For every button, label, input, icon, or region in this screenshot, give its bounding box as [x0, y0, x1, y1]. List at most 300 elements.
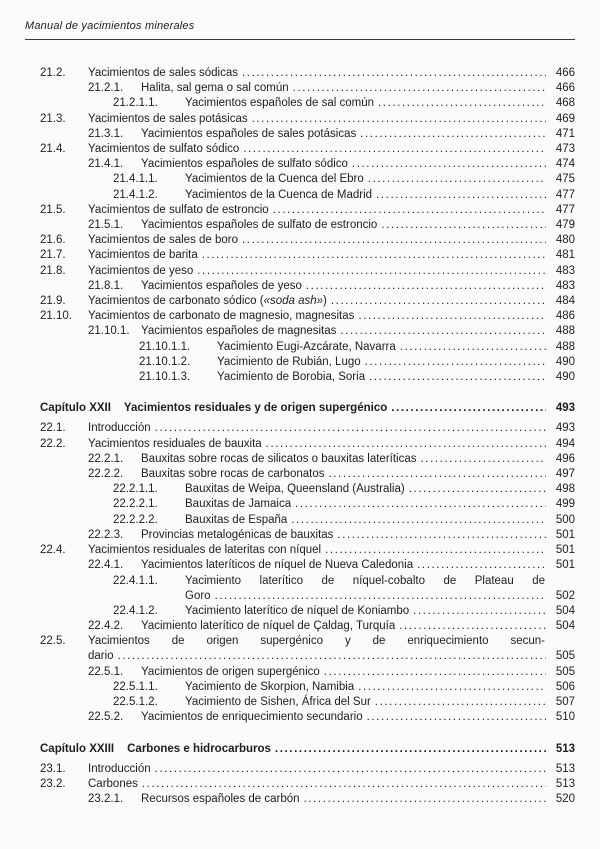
entry-content	[88, 248, 575, 263]
entry-title: Yacimiento laterítico de níquel de Çaldag, Turquía	[141, 620, 396, 633]
entry-page-number: 483	[555, 279, 575, 292]
entry-title: Introducción	[88, 422, 151, 435]
entry-number: 22.2.2.	[88, 468, 124, 481]
dot-leader	[142, 777, 546, 792]
entry-page-number: 501	[555, 528, 575, 541]
toc-row	[88, 467, 575, 482]
entry-line	[141, 528, 575, 543]
entry-line	[185, 695, 575, 710]
entry-line	[217, 340, 575, 355]
entry-page-number: 486	[555, 310, 575, 323]
entry-content	[141, 279, 575, 294]
header-rule	[25, 39, 575, 40]
toc-row	[88, 710, 575, 725]
entry-number: 22.4.	[40, 544, 66, 557]
entry-page-number: 500	[555, 513, 575, 526]
entry-title: Yacimientos de carbonato sódico («soda ash»)	[88, 295, 327, 308]
entry-title: Yacimientos de sulfato de estroncio	[88, 203, 269, 216]
dot-leader	[295, 497, 546, 512]
entry-page-number: 490	[555, 371, 575, 384]
entry-number: 21.4.1.1.	[113, 173, 158, 186]
entry-line	[185, 604, 575, 619]
entry-content	[141, 452, 575, 467]
entry-content	[141, 218, 575, 233]
toc-row	[88, 279, 575, 294]
entry-line	[141, 558, 575, 573]
entry-page-number: 498	[555, 483, 575, 496]
toc-row	[113, 188, 575, 203]
toc-row	[88, 157, 575, 172]
entry-number: Capítulo XXII	[40, 402, 111, 415]
toc-row	[88, 619, 575, 634]
toc-row	[88, 558, 575, 573]
dot-leader	[381, 218, 546, 233]
entry-number: 22.4.2.	[88, 620, 124, 633]
dot-leader	[197, 264, 546, 279]
toc-row	[113, 172, 575, 187]
entry-title: Yacimientos españoles de sales potásicas	[141, 127, 357, 140]
entry-title: Goro	[185, 589, 211, 602]
toc-row	[40, 762, 575, 777]
entry-content	[185, 604, 575, 619]
entry-page-number: 483	[555, 264, 575, 277]
dot-leader	[375, 695, 546, 710]
toc-row	[88, 218, 575, 233]
entry-content	[88, 294, 575, 309]
toc-row	[40, 66, 575, 81]
entry-title: Yacimientos residuales y de origen supergénico	[123, 402, 388, 415]
entry-title-line1: Yacimiento laterítico de níquel-cobalto de Plateau de	[185, 574, 545, 587]
entry-title: Yacimientos de la Cuenca de Madrid	[185, 188, 373, 201]
entry-line	[88, 248, 575, 263]
entry-line	[141, 81, 575, 96]
entry-page-number: 468	[555, 97, 575, 110]
entry-content	[88, 112, 575, 127]
toc-row	[40, 248, 575, 263]
entry-title: Bauxitas sobre rocas de carbonatos	[141, 468, 325, 481]
dot-leader	[242, 66, 546, 81]
entry-page-number: 520	[555, 793, 575, 806]
dot-leader	[325, 543, 546, 558]
entry-number: 21.4.	[40, 143, 66, 156]
entry-title: Yacimientos de yeso	[88, 264, 194, 277]
entry-number: 21.4.1.2.	[113, 188, 158, 201]
dot-leader	[358, 309, 546, 324]
entry-line	[88, 777, 575, 792]
entry-title: Carbones	[88, 777, 138, 790]
dot-leader	[340, 324, 546, 339]
toc-row	[113, 574, 575, 604]
entry-number: 21.10.1.	[88, 325, 130, 338]
dot-leader	[413, 604, 546, 619]
entry-number: 22.2.1.	[88, 452, 124, 465]
toc-row	[139, 340, 575, 355]
entry-page-number: 477	[555, 188, 575, 201]
dot-leader	[391, 401, 546, 416]
dot-leader	[275, 742, 546, 757]
toc-row	[40, 777, 575, 792]
entry-content	[88, 66, 575, 81]
dot-leader	[324, 665, 546, 680]
entry-content	[185, 96, 575, 111]
entry-title: Yacimientos de sulfato sódico	[88, 143, 240, 156]
toc-row	[113, 482, 575, 497]
entry-title: Bauxitas de Jamaica	[185, 498, 292, 511]
entry-page-number: 504	[555, 620, 575, 633]
entry-line	[141, 324, 575, 339]
entry-title: Yacimientos de origen supergénico	[141, 665, 320, 678]
dot-leader	[242, 233, 546, 248]
toc-row	[113, 695, 575, 710]
toc-row	[40, 421, 575, 436]
entry-number: 22.4.1.2.	[113, 604, 158, 617]
entry-page-number: 502	[555, 589, 575, 602]
toc-row	[88, 81, 575, 96]
entry-title: Yacimientos de enriquecimiento secundario	[141, 711, 363, 724]
entry-number: 21.7.	[40, 249, 66, 262]
toc-row	[113, 604, 575, 619]
entry-content	[88, 543, 575, 558]
entry-content	[141, 558, 575, 573]
entry-number: 22.2.1.1.	[113, 483, 158, 496]
entry-number: 21.2.	[40, 67, 66, 79]
toc-row	[40, 233, 575, 248]
dot-leader	[118, 649, 546, 664]
entry-number: Capítulo XXIII	[40, 742, 115, 755]
entry-line	[185, 172, 575, 187]
entry-number: 21.5.1.	[88, 219, 124, 232]
entry-number: 22.5.	[40, 635, 66, 648]
toc-row	[40, 309, 575, 324]
dot-leader	[417, 558, 546, 573]
entry-line	[141, 279, 575, 294]
dot-leader	[155, 421, 546, 436]
entry-content	[141, 710, 575, 725]
entry-content	[185, 513, 575, 528]
toc-row	[113, 96, 575, 111]
entry-title: Yacimientos residuales de bauxita	[88, 437, 262, 450]
dot-leader	[328, 467, 546, 482]
entry-line	[185, 513, 575, 528]
entry-title: Yacimientos españoles de magnesitas	[141, 325, 337, 338]
entry-page-number: 493	[555, 402, 575, 415]
dot-leader	[293, 81, 546, 96]
entry-number: 22.2.	[40, 437, 66, 450]
entry-line	[217, 355, 575, 370]
entry-number: 23.1.	[40, 762, 66, 775]
entry-page-number: 469	[555, 112, 575, 125]
entry-number: 21.10.1.3.	[139, 371, 191, 384]
entry-content	[185, 574, 575, 604]
entry-line	[88, 309, 575, 324]
entry-title: Yacimientos españoles de sulfato sódico	[141, 158, 348, 171]
dot-leader	[378, 96, 546, 111]
entry-content	[127, 742, 575, 757]
entry-number: 21.6.	[40, 234, 66, 247]
entry-number: 22.4.1.	[88, 559, 124, 572]
entry-page-number: 488	[555, 340, 575, 353]
toc-row	[139, 370, 575, 385]
entry-title: Bauxitas sobre rocas de silicatos o bauxitas lateríticas	[141, 452, 417, 465]
entry-content	[185, 680, 575, 695]
toc-row	[88, 792, 575, 807]
entry-page-number: 484	[555, 295, 575, 308]
entry-line	[124, 401, 575, 416]
entry-title: Yacimiento laterítico de níquel de Koniambo	[185, 604, 410, 617]
entry-line	[185, 188, 575, 203]
entry-page-number: 480	[555, 234, 575, 247]
entry-title-line1: Yacimientos de origen supergénico y de enriquecimiento secun-	[88, 635, 545, 648]
entry-line	[88, 762, 575, 777]
entry-line	[141, 157, 575, 172]
entry-content	[88, 142, 575, 157]
entry-title: Yacimientos de barita	[88, 249, 198, 262]
entry-content	[185, 482, 575, 497]
dot-leader	[358, 680, 546, 695]
entry-page-number: 501	[555, 559, 575, 572]
entry-title: Yacimiento de Rubián, Lugo	[217, 355, 361, 368]
entry-content	[124, 401, 575, 416]
dot-leader	[421, 452, 547, 467]
entry-content	[88, 309, 575, 324]
entry-number: 22.5.1.2.	[113, 696, 158, 709]
entry-content	[141, 792, 575, 807]
entry-content	[88, 264, 575, 279]
entry-line	[88, 437, 575, 452]
entry-content	[88, 437, 575, 452]
dot-leader	[376, 188, 546, 203]
entry-line	[141, 467, 575, 482]
dot-leader	[365, 355, 546, 370]
entry-line	[88, 264, 575, 279]
dot-leader	[400, 340, 546, 355]
entry-number: 22.4.1.1.	[113, 574, 158, 587]
entry-line	[185, 589, 575, 604]
dot-leader	[399, 619, 546, 634]
toc-row	[88, 665, 575, 680]
entry-page-number: 477	[555, 203, 575, 216]
dot-leader	[252, 112, 546, 127]
dot-leader	[266, 437, 546, 452]
toc-row	[88, 324, 575, 339]
entry-number: 22.2.2.2.	[113, 513, 158, 526]
toc-chapter-row	[40, 742, 575, 757]
entry-content	[141, 619, 575, 634]
entry-number: 21.5.	[40, 203, 66, 216]
dot-leader	[215, 589, 546, 604]
dot-leader	[273, 203, 546, 218]
toc-row	[40, 634, 575, 664]
entry-number: 21.2.1.	[88, 82, 124, 95]
entry-content	[141, 665, 575, 680]
entry-number: 21.3.	[40, 112, 66, 125]
entry-content	[141, 467, 575, 482]
entry-number: 23.2.1.	[88, 793, 124, 806]
entry-title: Provincias metalogénicas de bauxitas	[141, 528, 334, 541]
entry-page-number: 473	[555, 143, 575, 156]
dot-leader	[337, 528, 546, 543]
entry-title: Yacimientos españoles de sal común	[185, 97, 375, 110]
entry-content	[141, 528, 575, 543]
toc-row	[113, 680, 575, 695]
entry-number: 22.2.2.1.	[113, 498, 158, 511]
entry-title: Bauxitas de España	[185, 513, 288, 526]
entry-title: Yacimientos residuales de lateritas con níquel	[88, 544, 322, 557]
entry-title: Yacimientos lateríticos de níquel de Nueva Caledonia	[141, 559, 414, 572]
entry-line	[88, 66, 575, 81]
entry-content	[185, 172, 575, 187]
entry-content	[141, 324, 575, 339]
running-header: Manual de yacimientos minerales	[25, 20, 195, 32]
entry-page-number: 504	[555, 604, 575, 617]
entry-page-number: 499	[555, 498, 575, 511]
toc-row	[40, 543, 575, 558]
toc-list	[40, 66, 575, 807]
entry-title: Yacimientos de sales de boro	[88, 234, 239, 247]
entry-content	[185, 188, 575, 203]
dot-leader	[202, 248, 546, 263]
entry-number: 21.8.	[40, 264, 66, 277]
dot-leader	[368, 172, 546, 187]
entry-content	[217, 340, 575, 355]
entry-title: Yacimientos de sales potásicas	[88, 112, 248, 125]
toc-row	[88, 127, 575, 142]
entry-content	[88, 203, 575, 218]
entry-content	[88, 421, 575, 436]
entry-content	[141, 81, 575, 96]
dot-leader	[331, 294, 546, 309]
entry-content	[88, 762, 575, 777]
entry-number: 23.2.	[40, 777, 66, 790]
entry-title: Introducción	[88, 762, 151, 775]
entry-line	[141, 710, 575, 725]
entry-line	[88, 203, 575, 218]
entry-line	[88, 233, 575, 248]
entry-page-number: 493	[555, 422, 575, 435]
entry-number: 22.5.1.	[88, 665, 124, 678]
entry-line	[141, 452, 575, 467]
entry-page-number: 479	[555, 219, 575, 232]
entry-content	[88, 777, 575, 792]
entry-content	[88, 233, 575, 248]
dot-leader	[369, 370, 546, 385]
entry-number: 21.10.1.1.	[139, 340, 191, 353]
entry-page-number: 513	[555, 742, 575, 755]
entry-title: Yacimiento de Borobia, Soria	[217, 371, 366, 384]
entry-line	[141, 218, 575, 233]
entry-line	[88, 142, 575, 157]
entry-title: Bauxitas de Weipa, Queensland (Australia)	[185, 483, 405, 496]
entry-page-number: 471	[555, 127, 575, 140]
entry-title: Yacimientos de sales sódicas	[88, 67, 238, 79]
entry-line	[141, 665, 575, 680]
entry-number: 21.4.1.	[88, 158, 124, 171]
entry-content	[185, 497, 575, 512]
entry-page-number: 513	[555, 762, 575, 775]
toc-row	[40, 294, 575, 309]
entry-title: Yacimiento Eugi-Azcárate, Navarra	[217, 340, 396, 353]
entry-title: Yacimientos españoles de sulfato de estroncio	[141, 219, 378, 232]
entry-line	[141, 619, 575, 634]
entry-number: 22.5.2.	[88, 711, 124, 724]
entry-page-number: 505	[555, 650, 575, 663]
entry-line	[88, 294, 575, 309]
entry-title: dario	[88, 650, 114, 663]
toc-row	[40, 264, 575, 279]
toc-chapter-row	[40, 401, 575, 416]
entry-line	[88, 421, 575, 436]
entry-title: Yacimiento de Skorpion, Namibia	[185, 680, 355, 693]
entry-line	[88, 112, 575, 127]
toc-row	[40, 142, 575, 157]
entry-line	[217, 370, 575, 385]
dot-leader	[352, 157, 546, 172]
toc-row	[40, 203, 575, 218]
entry-title: Carbones e hidrocarburos	[127, 742, 271, 755]
entry-number: 21.10.1.2.	[139, 355, 191, 368]
entry-number: 22.2.3.	[88, 528, 124, 541]
entry-page-number: 513	[555, 777, 575, 790]
entry-page-number: 488	[555, 325, 575, 338]
dot-leader	[367, 710, 546, 725]
entry-line	[141, 792, 575, 807]
entry-page-number: 496	[555, 452, 575, 465]
entry-line	[127, 742, 575, 757]
entry-content	[185, 695, 575, 710]
entry-number: 22.1.	[40, 422, 66, 435]
entry-title: Yacimientos de carbonato de magnesio, magnesitas	[88, 310, 355, 323]
entry-page-number: 501	[555, 544, 575, 557]
entry-title: Yacimientos españoles de yeso	[141, 279, 302, 292]
entry-title-emphasis: «soda ash»	[263, 295, 324, 308]
entry-content	[217, 370, 575, 385]
toc-row	[40, 112, 575, 127]
entry-line	[88, 649, 575, 664]
entry-line	[88, 543, 575, 558]
entry-page-number: 505	[555, 665, 575, 678]
entry-page-number: 506	[555, 680, 575, 693]
entry-line	[185, 680, 575, 695]
entry-title: Yacimiento de Sishen, África del Sur	[185, 696, 371, 709]
entry-line	[185, 482, 575, 497]
entry-number: 21.9.	[40, 295, 66, 308]
entry-page-number: 474	[555, 158, 575, 171]
entry-content	[88, 634, 575, 664]
entry-number: 21.2.1.1.	[113, 97, 158, 110]
entry-title: Recursos españoles de carbón	[141, 793, 300, 806]
dot-leader	[291, 513, 546, 528]
entry-content	[217, 355, 575, 370]
entry-number: 21.10.	[40, 310, 72, 323]
toc-row	[88, 528, 575, 543]
toc-row	[113, 497, 575, 512]
entry-page-number: 494	[555, 437, 575, 450]
entry-page-number: 475	[555, 173, 575, 186]
entry-page-number: 481	[555, 249, 575, 262]
dot-leader	[409, 482, 546, 497]
entry-page-number: 490	[555, 355, 575, 368]
dot-leader	[304, 792, 546, 807]
entry-number: 22.5.1.1.	[113, 680, 158, 693]
entry-page-number: 497	[555, 468, 575, 481]
entry-content	[141, 157, 575, 172]
toc-row	[139, 355, 575, 370]
dot-leader	[306, 279, 546, 294]
entry-page-number: 466	[555, 67, 575, 79]
entry-content	[141, 127, 575, 142]
toc-row	[113, 513, 575, 528]
entry-title: Halita, sal gema o sal común	[141, 82, 289, 95]
